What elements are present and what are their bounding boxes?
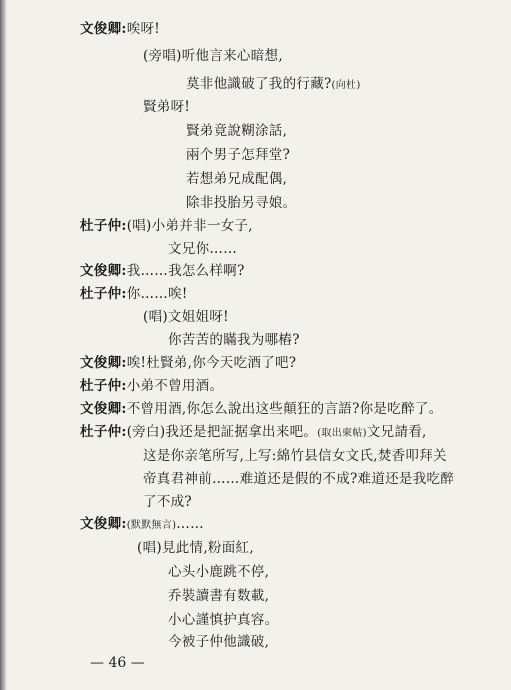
script-line	[186, 146, 290, 164]
line-text: 不曾用酒,你怎么說出这些顛狂的言語?你是吃醉了。	[126, 401, 443, 417]
stage-direction: (向杜)	[331, 80, 361, 91]
line-text: 小弟不曾用酒。	[126, 378, 224, 394]
line-text: 唉呀!	[126, 21, 161, 37]
script-line	[186, 75, 361, 95]
line-text: 乔裝讀書有数載,	[168, 588, 270, 604]
script-line	[80, 515, 204, 535]
line-text: 莫非他識破了我的行藏?	[186, 76, 332, 92]
script-line	[143, 447, 447, 465]
page-edge-shadow	[0, 0, 7, 690]
script-line	[80, 285, 188, 303]
line-text: 帝真君神前……难道还是假的不成?难道还是我吃醉	[143, 471, 455, 487]
script-line	[143, 308, 229, 326]
line-text: ……	[176, 516, 204, 532]
script-line	[186, 194, 296, 212]
line-text: 了不成?	[143, 494, 192, 510]
line-text: 我……我怎么样啊?	[126, 263, 245, 279]
script-line	[168, 240, 237, 258]
script-line	[168, 633, 269, 651]
line-text: 你……唉!	[126, 286, 188, 302]
script-line	[168, 611, 278, 629]
line-text: (唱)小弟并非一女子,	[126, 218, 253, 234]
script-line	[137, 539, 254, 557]
stage-direction: (默默無言)	[126, 520, 177, 531]
speaker-label: 杜子仲:	[80, 286, 127, 302]
line-text: 文兄請看,	[366, 424, 427, 440]
line-text: 除非投胎另寻娘。	[186, 195, 297, 211]
script-line	[80, 400, 442, 418]
line-text: 心头小鹿跳不停,	[168, 564, 270, 580]
line-text: (旁白)我还是把証据拿出来吧。	[126, 424, 318, 440]
line-text: 賢弟竟說糊涂話,	[186, 123, 288, 139]
line-text: (唱)文姐姐呀!	[143, 309, 229, 325]
speaker-label: 杜子仲:	[80, 424, 127, 440]
script-line	[186, 170, 287, 188]
script-line	[80, 217, 253, 235]
line-text: 今被子仲他識破,	[168, 634, 270, 650]
script-line	[80, 262, 245, 280]
line-text: 兩个男子怎拜堂?	[186, 147, 291, 163]
script-line	[80, 20, 160, 38]
speaker-label: 文俊卿:	[80, 355, 127, 371]
speaker-label: 文俊卿:	[80, 21, 127, 37]
speaker-label: 文俊卿:	[80, 401, 127, 417]
line-text: 你苦苦的瞞我为哪樁?	[168, 332, 300, 348]
script-line	[80, 377, 223, 395]
script-line	[143, 470, 454, 488]
script-line	[168, 331, 300, 349]
speaker-label: 杜子仲:	[80, 218, 127, 234]
line-text: 若想弟兄成配偶,	[186, 171, 288, 187]
script-line	[186, 122, 287, 140]
page-number: — 46 —	[90, 655, 145, 671]
line-text: 文兄你……	[168, 241, 237, 257]
speaker-label: 杜子仲:	[80, 378, 127, 394]
script-line	[143, 98, 190, 116]
script-line	[143, 47, 283, 65]
script-line	[143, 493, 192, 511]
speaker-label: 文俊卿:	[80, 263, 127, 279]
script-line	[80, 354, 296, 372]
script-line	[80, 423, 427, 443]
line-text: (旁唱)听他言来心暗想,	[143, 48, 283, 64]
line-text: 賢弟呀!	[143, 99, 191, 115]
line-text: 小心謹慎护真容。	[168, 612, 279, 628]
script-line	[168, 563, 269, 581]
line-text: 唉!杜賢弟,你今天吃酒了吧?	[126, 355, 297, 371]
script-line	[168, 587, 269, 605]
line-text: (唱)見此情,粉面紅,	[137, 540, 254, 556]
line-text: 这是你亲笔所写,上写:綿竹县信女文氏,焚香叩拜关	[143, 448, 447, 464]
speaker-label: 文俊卿:	[80, 516, 127, 532]
stage-direction: (取出柬帖)	[317, 428, 367, 439]
